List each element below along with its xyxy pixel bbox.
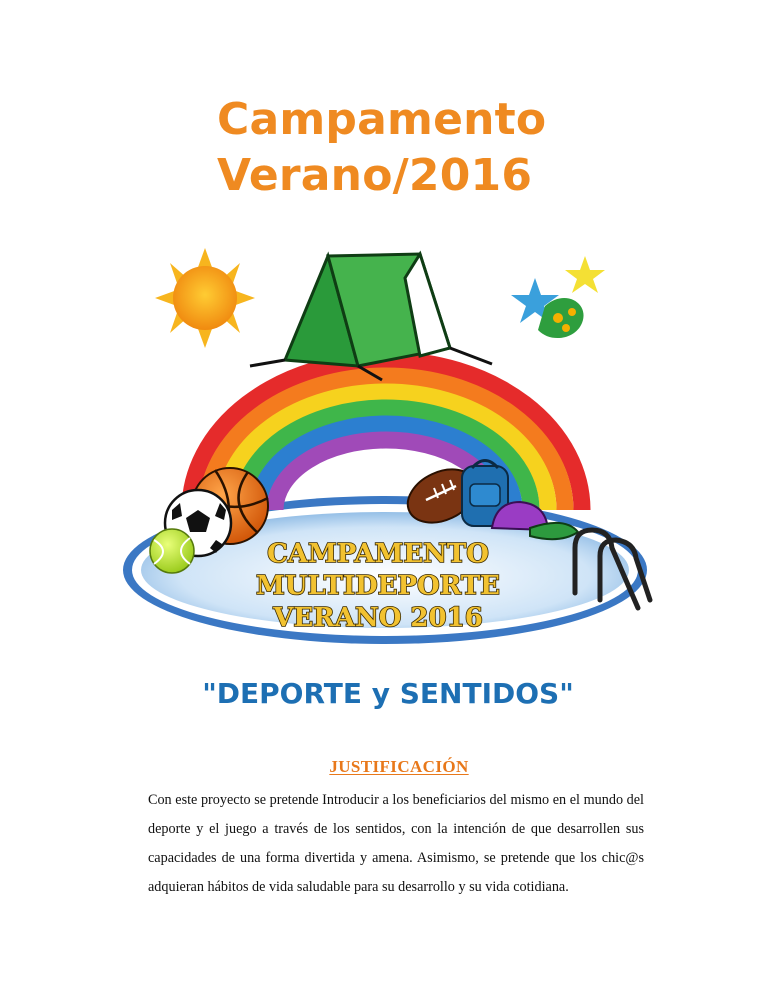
logo-banner-line-2: MULTIDEPORTE (255, 571, 501, 601)
tennis-ball-icon (150, 529, 194, 573)
stars-icon (511, 256, 605, 338)
document-title (217, 92, 637, 204)
section-heading: JUSTIFICACIÓN (329, 757, 469, 776)
logo-banner-line-3: VERANO 2016 (273, 603, 483, 633)
sun-icon (155, 248, 255, 348)
logo-banner-line-1: CAMPAMENTO (267, 539, 489, 569)
motto: "DEPORTE y SENTIDOS" (202, 677, 574, 710)
title-line-2: Verano/2016 (217, 150, 533, 201)
section-paragraph: Con este proyecto se pretende Introducir a los beneficiarios del mismo en el mundo del deporte y el juego a través de los sentidos, con la intención de que desarrollen sus capacidades de una forma divertida y amena. Asimismo, se pretende que los chic@s adquieran hábitos de vida saludable para su desarrollo y su vida cotidiana. (148, 792, 644, 895)
camp-logo (120, 248, 660, 658)
title-line-1: Campamento (217, 94, 547, 145)
